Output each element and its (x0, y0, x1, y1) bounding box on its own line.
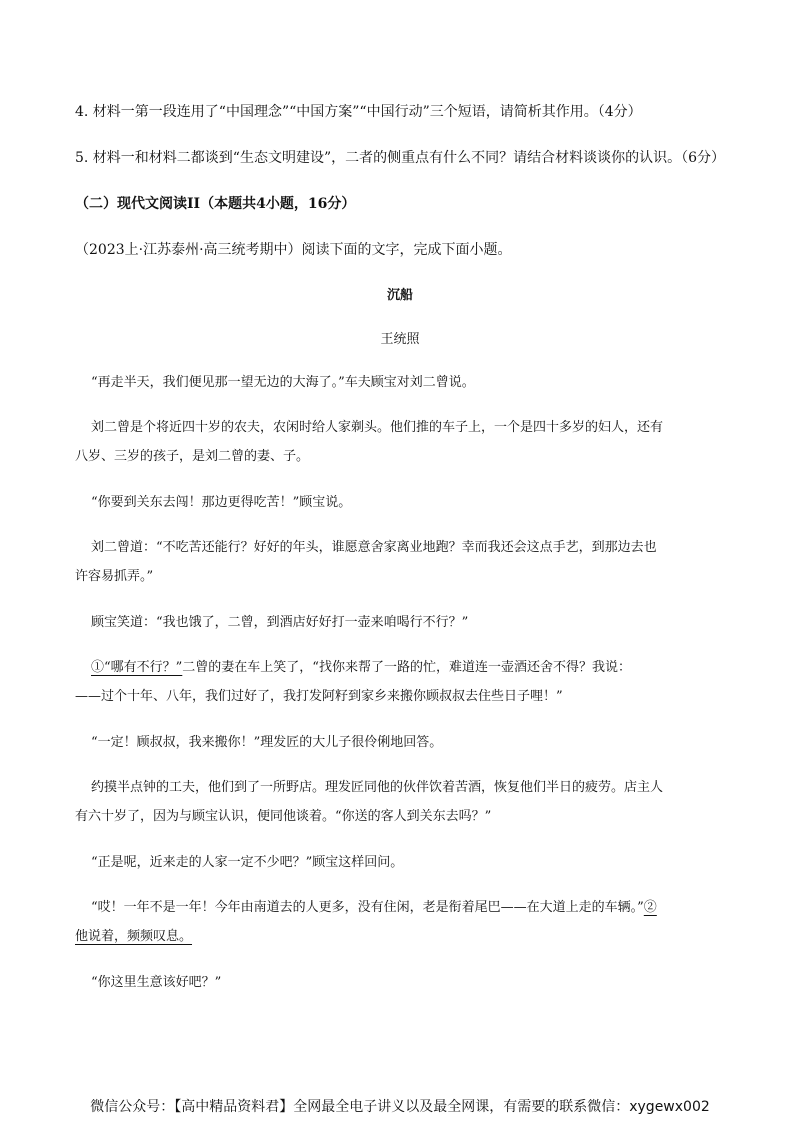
question-4: 4. 材料一第一段连用了“中国理念”“中国方案”“中国行动”三个短语，请简析其作用。（4分） (75, 104, 642, 120)
paragraph-1: “再走半天，我们便见那一望无边的大海了。”车夫顾宝对刘二曾说。 (91, 375, 475, 390)
paragraph-6 (75, 653, 735, 711)
footer-watermark: 微信公众号：【高中精品资料君】全网最全电子讲义以及最全网课，有需要的联系微信：xygewx002 (90, 1099, 710, 1115)
underlined-marker-2: ② (643, 900, 657, 915)
paragraph-5: 顾宝笑道：“我也饿了，二曾，到酒店好好打一壶来咱喝行不行？” (91, 615, 469, 630)
paragraph-10 (75, 893, 735, 951)
paragraph-10-main: “哎！一年不是一年！今年由南道去的人更多，没有住闲，老是衔着尾巴——在大道上走的车辆。” (91, 900, 644, 915)
paragraph-3: “你要到关东去闯！那边更得吃苦！”顾宝说。 (91, 495, 352, 510)
paragraph-2 (75, 413, 735, 471)
paragraph-6-rest: 二曾的妻在车上笑了，“找你来帮了一路的忙，难道连一壶酒还舍不得？我说： ——过个十年、八年，我们过好了，我打发阿籽到家乡来搬你顾叔叔去住些日子哩！” (75, 660, 631, 704)
question-5: 5. 材料一和材料二都谈到“生态文明建设”，二者的侧重点有什么不同？请结合材料谈谈你的认识。（6分） (75, 150, 726, 166)
article-author: 王统照 (380, 332, 420, 347)
paragraph-4: 刘二曾道：“不吃苦还能行？好好的年头，谁愿意舍家离业地跑？幸而我还会这点手艺，到那边去也 许容易抓弄。” (75, 540, 657, 584)
underlined-sentence-1: ①“哪有不行？” (91, 660, 183, 675)
section-heading: （二）现代文阅读II（本题共4小题，16分） (75, 196, 356, 212)
paragraph-9: “正是呢，近来走的人家一定不少吧？”顾宝这样回问。 (91, 855, 404, 870)
paragraph-7: “一定！顾叔叔，我来搬你！”理发匠的大儿子很伶俐地回答。 (91, 735, 443, 750)
paragraph-11: “你这里生意该好吧？” (91, 975, 222, 990)
underlined-sentence-2: 他说着，频频叹息。 (75, 929, 193, 944)
article-title: 沉船 (386, 288, 413, 303)
source-line: （2023上·江苏泰州·高三统考期中）阅读下面的文字，完成下面小题。 (75, 242, 512, 258)
paragraph-2-text: 刘二曾是个将近四十岁的农夫，农闲时给人家剃头。他们推的车子上，一个是四十多岁的妇人，还有 八岁、三岁的孩子，是刘二曾的妻、子。 (75, 420, 664, 464)
paragraph-8: 约摸半点钟的工夫，他们到了一所野店。理发匠同他的伙伴饮着苦酒，恢复他们半日的疲劳。店主人 有六十岁了，因为与顾宝认识，便同他谈着。“你送的客人到关东去吗？” (75, 780, 664, 824)
